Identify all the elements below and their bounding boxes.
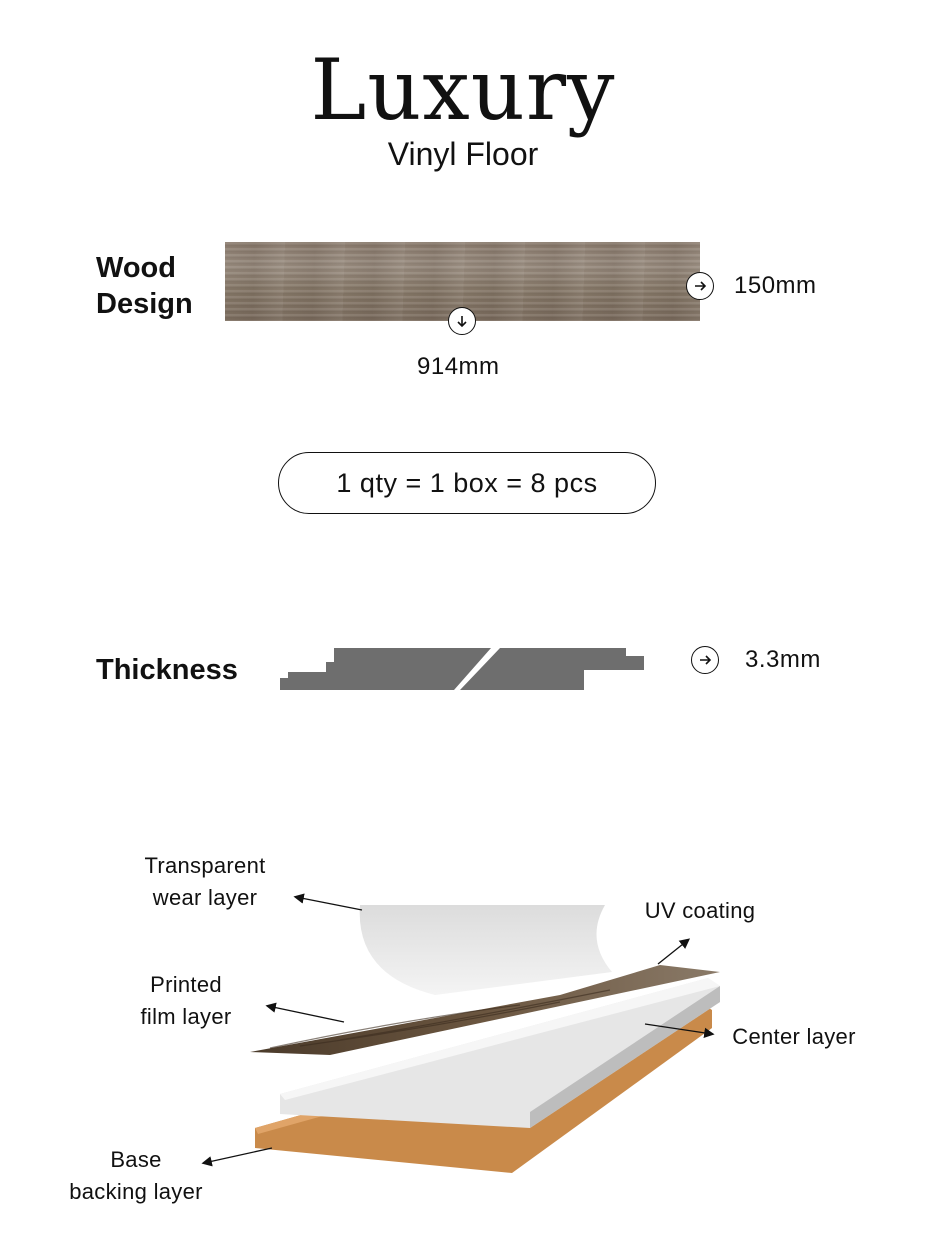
thickness-label: Thickness xyxy=(96,654,238,686)
plank-length-value: 914mm xyxy=(417,353,500,380)
arrow-down-icon xyxy=(448,307,476,335)
printed-label-line2: film layer xyxy=(140,1004,232,1029)
printed-film-layer-label xyxy=(126,969,246,1033)
transparent-label-line2: wear layer xyxy=(152,885,258,910)
wood-design-label-line1: Wood xyxy=(96,252,176,284)
base-label-line1: Base xyxy=(110,1147,162,1172)
page-title: Luxury xyxy=(310,41,616,139)
page-subtitle: Vinyl Floor xyxy=(387,136,539,172)
base-backing-layer-label xyxy=(56,1144,216,1208)
plank-width-value: 150mm xyxy=(734,272,817,299)
plank-profile-diagram xyxy=(276,644,648,694)
arrow-right-icon xyxy=(691,646,719,674)
quantity-text: 1 qty = 1 box = 8 pcs xyxy=(336,467,598,498)
center-layer-label: Center layer xyxy=(732,1024,856,1049)
transparent-label-line1: Transparent xyxy=(144,853,266,878)
transparent-wear-layer-label xyxy=(128,850,282,914)
printed-label-line1: Printed xyxy=(150,972,222,997)
profile-right-piece xyxy=(460,648,644,690)
arrow-right-icon xyxy=(686,272,714,300)
thickness-value: 3.3mm xyxy=(745,646,821,673)
wood-design-label-line2: Design xyxy=(96,288,193,320)
wood-design-label xyxy=(96,250,193,322)
profile-left-piece xyxy=(280,648,491,690)
uv-coating-label: UV coating xyxy=(644,898,756,923)
quantity-badge xyxy=(278,452,656,514)
wear-layer-shape xyxy=(360,905,612,995)
base-label-line2: backing layer xyxy=(69,1179,203,1204)
